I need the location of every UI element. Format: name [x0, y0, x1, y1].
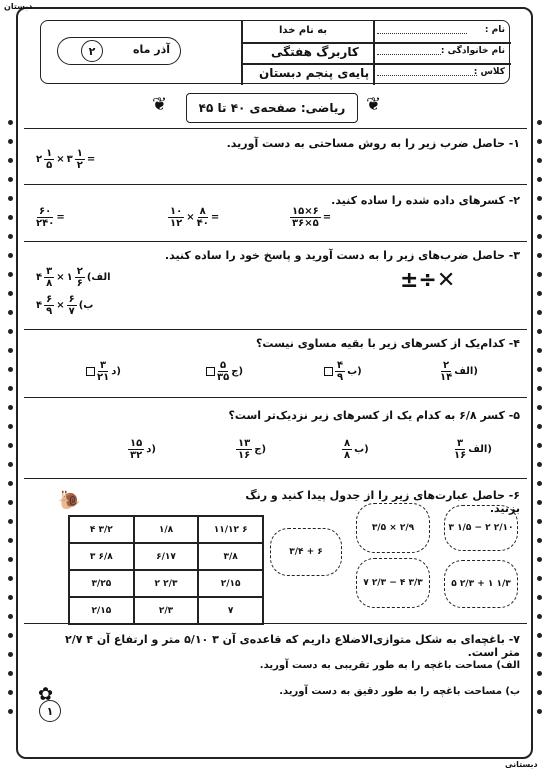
expression-cloud[interactable]: ۷ ۲/۳ − ۴ ۳/۳ [356, 558, 430, 608]
q2-expression-b: $\frac{۱۰}{۱۲}$ × $\frac{۸}{۴۰}$ = [170, 206, 220, 229]
question-3: ۳- حاصل ضرب‌های زیر را به دست آورید و پاسخ خود را ساده کنید. [164, 249, 520, 262]
butterfly-icon: ❦ [152, 94, 168, 115]
table-cell[interactable]: ۶/۱۷ [134, 543, 199, 570]
q5-option-a[interactable]: $\frac{۳}{۱۶}$ الف) [454, 438, 492, 461]
header-line [241, 63, 373, 65]
basmala: به نام خدا [279, 25, 328, 36]
q1-expression: ۲ $\frac{۱}{۵}$ × ۳ $\frac{۱}{۲}$ = [36, 148, 96, 171]
question-1: ۱- حاصل ضرب زیر را به روش مساحتی به دست آورید. [226, 137, 520, 150]
table-cell[interactable]: ۳/۸ [198, 543, 263, 570]
butterfly-icon: ❦ [366, 94, 382, 115]
snail-icon: 🐌 [58, 490, 81, 511]
class-field[interactable] [377, 75, 477, 76]
grade-title: پایه‌ی پنجم دبستان [259, 66, 370, 80]
table-cell[interactable]: ۷ [198, 597, 263, 624]
q5-option-d[interactable]: $\frac{۱۵}{۳۲}$ د) [130, 438, 156, 461]
separator [24, 329, 527, 330]
page-number: ۱ [39, 700, 61, 722]
table-cell[interactable]: ۲/۱۵ [198, 570, 263, 597]
separator [24, 184, 527, 185]
table-cell[interactable]: ۲/۳ [134, 597, 199, 624]
month-label: آذر ماه [133, 43, 171, 56]
separator [24, 623, 527, 624]
week-number: ۲ [81, 40, 103, 62]
bottom-tag: دبستانی [505, 760, 538, 769]
q2-expression-c: $\frac{۶۰}{۲۴۰}$ = [36, 206, 65, 229]
q4-option-b[interactable]: $\frac{۴}{۹}$ ب) [324, 360, 362, 383]
question-7b: ب) مساحت باغچه را به طور دقیق به دست آورید. [279, 686, 520, 697]
q5-option-c[interactable]: $\frac{۱۳}{۱۶}$ ج) [238, 438, 267, 461]
table-cell[interactable]: ۳ ۶/۸ [69, 543, 134, 570]
class-label: کلاس : [473, 67, 505, 77]
q3-expression-b: ۴ $\frac{۶}{۹}$ × $\frac{۶}{۷}$ (ب [36, 294, 94, 317]
subject-banner: ریاضی: صفحه‌ی ۴۰ تا ۴۵ [186, 93, 358, 123]
question-5: ۵- کسر ۶/۸ به کدام یک از کسرهای زیر نزدیک‌تر است؟ [228, 409, 520, 422]
question-7: ۷- باغچه‌ای به شکل متوازی‌الاضلاع داریم که قاعده‌ی آن ۳ ۵/۱۰ متر و ارتفاع آن ۴ ۲/۷ متر است. [64, 633, 520, 659]
left-dot-border [8, 120, 14, 760]
q4-option-d[interactable]: $\frac{۳}{۲۱}$ د) [86, 360, 121, 383]
q5-option-b[interactable]: $\frac{۸}{۸}$ ب) [344, 438, 369, 461]
question-6: ۶- حاصل عبارت‌های زیر را از جدول پیدا کنید و رنگ بزنید. [245, 489, 520, 515]
header-line [241, 42, 373, 44]
family-field[interactable] [377, 54, 441, 55]
q3-expression-a: ۴ $\frac{۳}{۸}$ × ۱ $\frac{۲}{۶}$ (الف [36, 266, 111, 289]
expression-cloud[interactable]: ۳ ۱/۵ − ۲ ۲/۱۰ [444, 505, 518, 551]
header-divider [373, 21, 375, 85]
table-cell[interactable]: ۲ ۲/۳ [134, 570, 199, 597]
header-line [373, 42, 511, 44]
top-tag: دبستان [4, 2, 33, 11]
separator [24, 478, 527, 479]
table-cell[interactable]: ۱۱/۱۲ ۶ [198, 516, 263, 543]
header-box [40, 20, 510, 84]
table-cell[interactable]: ۱/۸ [134, 516, 199, 543]
q4-option-a[interactable]: $\frac{۲}{۱۴}$ الف) [440, 360, 478, 383]
table-cell[interactable]: ۲/۱۵ [69, 597, 134, 624]
expression-cloud[interactable]: ۳/۴ + ۶ [270, 528, 342, 576]
math-symbols-icon: ±÷✕ [400, 268, 456, 293]
q2-expression-a: $\frac{۱۵\times ۶}{۳۶\times ۵}$ = [292, 206, 332, 229]
flower-icon: ✿ [38, 684, 54, 705]
expression-cloud[interactable]: ۵ ۲/۳ + ۱ ۱/۳ [444, 560, 518, 608]
separator [24, 241, 527, 242]
answer-table [68, 515, 264, 625]
name-label: نام : [484, 25, 505, 35]
worksheet-title: کاربرگ هفتگی [271, 45, 359, 59]
name-field[interactable] [377, 33, 467, 34]
question-7a: الف) مساحت باغچه را به طور تقریبی به دست آورید. [259, 660, 520, 671]
table-cell[interactable]: ۳/۲۵ [69, 570, 134, 597]
q4-option-c[interactable]: $\frac{۵}{۳۵}$ ج) [206, 360, 243, 383]
separator [24, 397, 527, 398]
question-4: ۴- کدام‌یک از کسرهای زیر با بقیه مساوی نیست؟ [256, 337, 520, 350]
family-label: نام خانوادگی : [440, 46, 505, 56]
header-line [373, 63, 511, 65]
separator [24, 128, 527, 129]
right-dot-border [537, 120, 543, 760]
question-2: ۲- کسرهای داده شده را ساده کنید. [331, 194, 520, 207]
header-divider [241, 21, 243, 85]
expression-cloud[interactable]: ۳/۵ × ۲/۹ [356, 503, 430, 553]
table-cell[interactable]: ۴ ۳/۲ [69, 516, 134, 543]
